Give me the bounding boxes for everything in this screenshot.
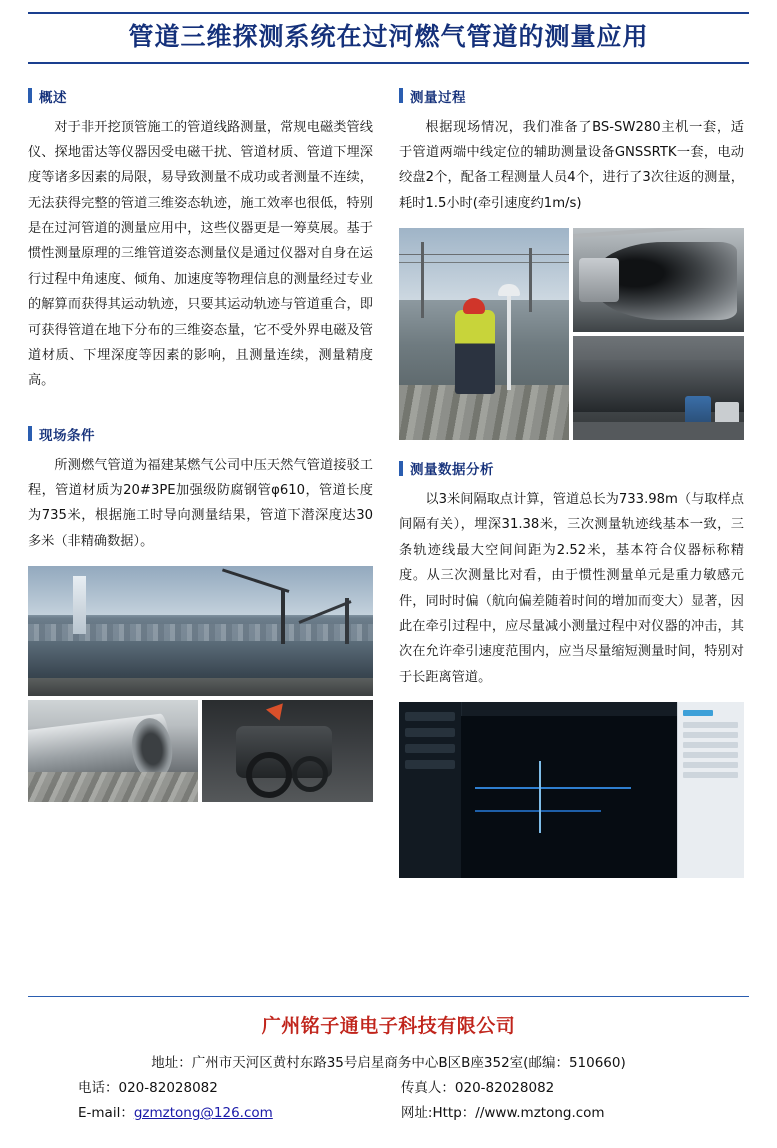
paragraph-site-conditions: 所测燃气管道为福建某燃气公司中压天然气管道接驳工程，管道材质为20#3PE加强级防腐钢管φ610，管道长度为735米，根据施工时导向测量结果，管道下潜深度达30多米（非精确数据）。 (28, 457, 373, 549)
email-link[interactable]: gzmztong@126.com (133, 1105, 273, 1122)
section-heading-site-conditions (28, 424, 373, 444)
email-field (78, 1101, 401, 1126)
section-title-data-analysis: 测量数据分析 (410, 462, 494, 479)
page-title: 管道三维探测系统在过河燃气管道的测量应用 (128, 22, 649, 51)
paragraph-data-analysis: 以3米间隔取点计算，管道总长为733.98m（与取样点间隔有关），埋深31.38米，三次测量轨迹线基本一致，三条轨迹线最大空间间距为2.52米，基本符合仪器标称精度。从三次测量比对看，由于惯性测量单元是重力敏感元件，同时时偏（航向偏差随着时间的增加而变大）显著，因此在牵引过程中，应尽量减小测量过程中对仪器的冲击，其次在允许牵引速度范围内，应当尽量缩短测量时间，特别对于长距离管道。 (399, 492, 744, 685)
footer-divider (28, 996, 749, 997)
section-heading-data-analysis (399, 458, 744, 478)
spacer (399, 440, 744, 458)
paragraph-overview: 对于非开挖顶管施工的管道线路测量，常规电磁类管线仪、探地雷达等仪器因受电磁干扰、管道材质、管道下埋深度等诸多因素的局限，易导致测量不成功或者测量不连续，无法获得完整的管道三维姿态轨迹，施工效率也很低，特别是在过河管道的测量应用中，这些仪器更是一筹莫展。基于惯性测量原理的三维管道姿态测量仪是通过仪器对自身在运行过程中角速度、倾角、加速度等物理信息的测量经过专业的解算而获得其运动轨迹，只要其运动轨迹与管道重合，即可获得管道在地下分布的三维姿态量，它不受外界电磁及管道材质、下埋深度等因素的影响，且测量连续，测量精度高。 (28, 119, 373, 389)
address-value: 广州市天河区黄村东路35号启星商务中心B区B座352室(邮编：510660) (191, 1055, 626, 1072)
left-photo-group (28, 566, 373, 802)
contact-block (78, 1051, 699, 1126)
fax-label: 传真人： (400, 1080, 455, 1097)
website-label: 网址:Http： (400, 1105, 476, 1122)
heading-bar-icon (399, 88, 403, 103)
section-title-overview: 概述 (39, 89, 67, 106)
software-screenshot (399, 702, 744, 878)
heading-bar-icon (28, 426, 32, 441)
right-column (399, 86, 744, 878)
website-value[interactable]: //www.mztong.com (475, 1105, 605, 1122)
site-equipment-photo (573, 336, 744, 440)
paragraph-measurement-process: 根据现场情况，我们准备了BS-SW280主机一套，适于管道两端中线定位的辅助测量设备GNSSRTK一套，电动绞盘2个，配备工程测量人员4个，进行了3次往返的测量，耗时1.5小时(牵引速度约1m/s) (399, 119, 744, 211)
section-heading-overview (28, 86, 373, 106)
email-label: E-mail： (78, 1105, 134, 1122)
pipe-pull-photo (573, 228, 744, 332)
address-line (78, 1051, 699, 1076)
phone-value: 020-82028082 (118, 1080, 218, 1097)
left-photo-row (28, 700, 373, 802)
river-site-photo (28, 566, 373, 696)
fax-value: 020-82028082 (454, 1080, 555, 1097)
heading-bar-icon (399, 461, 403, 476)
right-photo-stack (573, 228, 744, 440)
content-columns (28, 86, 749, 878)
section-title-measurement-process: 测量过程 (410, 89, 466, 106)
surveyor-gnss-photo (399, 228, 569, 440)
heading-bar-icon (28, 88, 32, 103)
section-heading-measurement-process (399, 86, 744, 106)
document-header (28, 12, 749, 64)
fax-field (401, 1076, 699, 1101)
phone-label: 电话： (78, 1080, 119, 1097)
right-photo-group (399, 228, 744, 440)
phone-fax-line (78, 1076, 699, 1101)
section-title-site-conditions: 现场条件 (39, 427, 95, 444)
address-label: 地址： (151, 1055, 192, 1072)
website-field (401, 1101, 699, 1126)
phone-field (78, 1076, 401, 1101)
company-name: 广州铭子通电子科技有限公司 (261, 1015, 516, 1038)
left-column (28, 86, 373, 878)
email-web-line (78, 1101, 699, 1126)
pipe-closeup-photo (28, 700, 198, 802)
document-page (0, 12, 777, 1148)
machine-photo (202, 700, 373, 802)
spacer (28, 398, 373, 424)
document-footer (0, 996, 777, 1148)
